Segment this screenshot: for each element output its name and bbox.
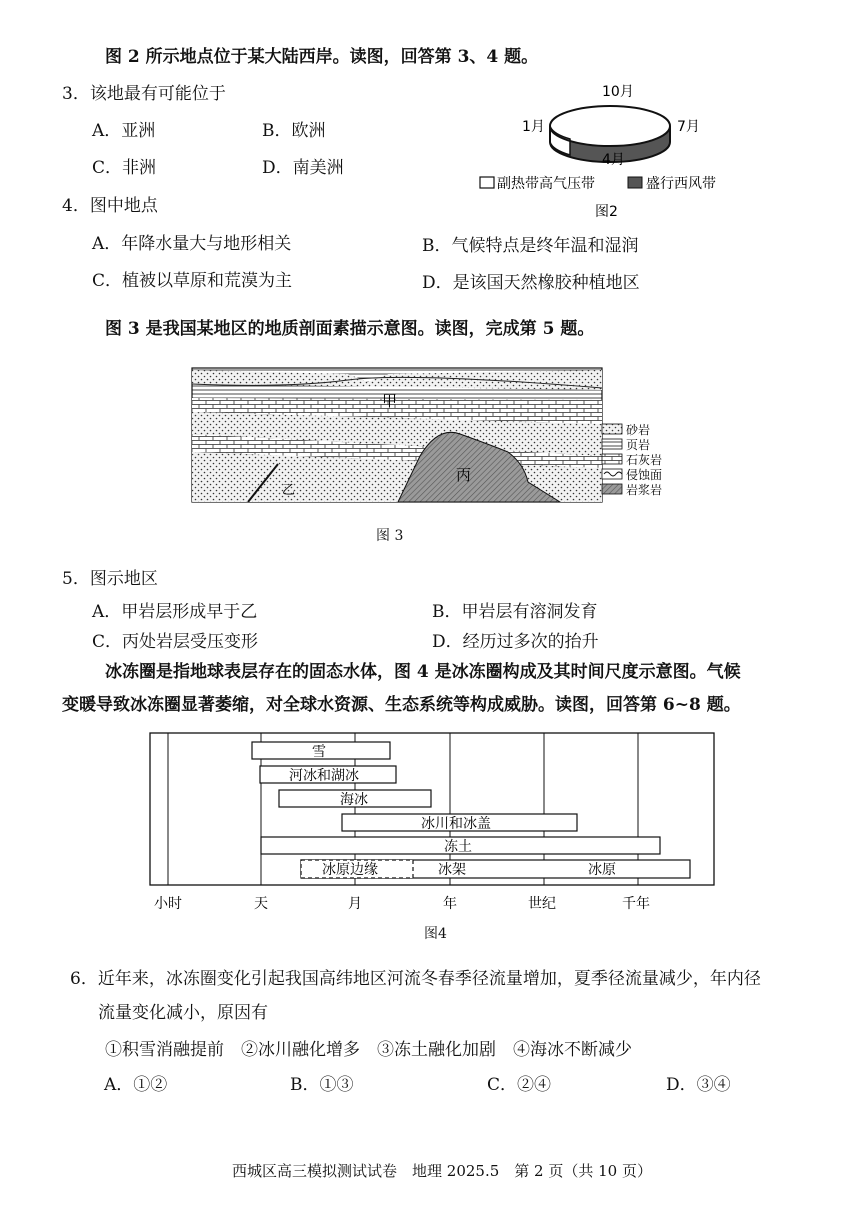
intro-fig4-line2: 变暖导致冰冻圈显著萎缩，对全球水资源、生态系统等构成威胁。读图，回答第 6~8 题。	[62, 695, 741, 715]
figure-4-caption: 图4	[424, 926, 447, 942]
figure-3	[188, 360, 678, 510]
axis-century: 世纪	[528, 896, 556, 912]
axis-day: 天	[254, 896, 268, 912]
q5-stem: 5．图示地区	[62, 569, 158, 589]
month-oct: 10月	[602, 84, 634, 100]
label-jia: 甲	[382, 392, 398, 410]
q5-option-b: B．甲岩层有溶洞发育	[432, 602, 598, 622]
q3-option-a: A．亚洲	[92, 121, 156, 141]
legend-westerlies-label: 盛行西风带	[646, 176, 716, 192]
figure-4	[148, 730, 718, 920]
legend-shale: 页岩	[626, 438, 651, 452]
bar-permafrost-label: 冻土	[444, 839, 472, 855]
legend-high-swatch	[480, 177, 494, 188]
q4-option-c: C．植被以草原和荒漠为主	[92, 271, 293, 291]
q4-option-b: B．气候特点是终年温和湿润	[422, 236, 639, 256]
figure-3-caption: 图 3	[376, 528, 404, 544]
q6-stem-line1: 6．近年来，冰冻圈变化引起我国高纬地区河流冬春季径流量增加，夏季径流量减少，年内径	[70, 969, 761, 989]
q6-option-a: A．①②	[104, 1075, 168, 1095]
q4-stem: 4．图中地点	[62, 196, 158, 216]
q3-option-d: D．南美洲	[262, 158, 344, 178]
q4-option-a: A．年降水量大与地形相关	[92, 234, 292, 254]
ring-top	[550, 106, 670, 146]
q5-option-a: A．甲岩层形成早于乙	[92, 602, 258, 622]
axis-hour: 小时	[154, 896, 182, 912]
q5-option-d: D．经历过多次的抬升	[432, 632, 599, 652]
intro-fig2: 图 2 所示地点位于某大陆西岸。读图，回答第 3、4 题。	[105, 47, 539, 67]
q6-option-d: D．③④	[666, 1075, 731, 1095]
bar-ice-sheet-label: 冰原	[588, 862, 616, 878]
q3-option-b: B．欧洲	[262, 121, 326, 141]
bar-ice-sheet-margin-label: 冰原边缘	[322, 862, 378, 878]
label-yi: 乙	[282, 483, 296, 498]
month-jan: 1月	[522, 119, 545, 135]
q3-stem: 3．该地最有可能位于	[62, 84, 226, 104]
q5-option-c: C．丙处岩层受压变形	[92, 632, 259, 652]
month-apr: 4月	[602, 152, 625, 168]
month-jul: 7月	[677, 119, 700, 135]
q6-stem-line2: 流量变化减小，原因有	[98, 1003, 268, 1023]
bar-snow-label: 雪	[312, 744, 326, 760]
axis-month: 月	[348, 896, 362, 912]
label-bing: 丙	[456, 466, 472, 484]
intro-fig4-line1: 冰冻圈是指地球表层存在的固态水体，图 4 是冰冻圈构成及其时间尺度示意图。气候	[105, 662, 741, 682]
axis-year: 年	[443, 896, 457, 912]
bar-ice-shelf-label: 冰架	[438, 862, 466, 878]
legend-erosion-surface: 侵蚀面	[626, 468, 663, 482]
legend-limestone: 石灰岩	[626, 453, 663, 467]
bar-sea-ice-label: 海冰	[340, 792, 368, 808]
intro-fig3: 图 3 是我国某地区的地质剖面素描示意图。读图，完成第 5 题。	[105, 319, 595, 339]
legend-high-label: 副热带高气压带	[497, 176, 595, 192]
legend-westerlies-swatch	[628, 177, 642, 188]
q6-option-b: B．①③	[290, 1075, 354, 1095]
axis-millennium: 千年	[622, 896, 650, 912]
page-footer: 西城区高三模拟测试试卷 地理 2025.5 第 2 页（共 10 页）	[232, 1162, 652, 1180]
figure-2	[470, 76, 760, 226]
figure-2-caption: 图2	[595, 204, 618, 220]
bar-river-lake-ice-label: 河冰和湖冰	[289, 768, 359, 784]
q6-items: ①积雪消融提前 ②冰川融化增多 ③冻土融化加剧 ④海冰不断减少	[105, 1040, 632, 1060]
legend-sandstone: 砂岩	[626, 423, 651, 437]
q4-option-d: D．是该国天然橡胶种植地区	[422, 273, 640, 293]
q3-option-c: C．非洲	[92, 158, 157, 178]
bar-glacier-label: 冰川和冰盖	[421, 816, 491, 832]
legend-magma: 岩浆岩	[626, 483, 663, 497]
q6-option-c: C．②④	[487, 1075, 552, 1095]
